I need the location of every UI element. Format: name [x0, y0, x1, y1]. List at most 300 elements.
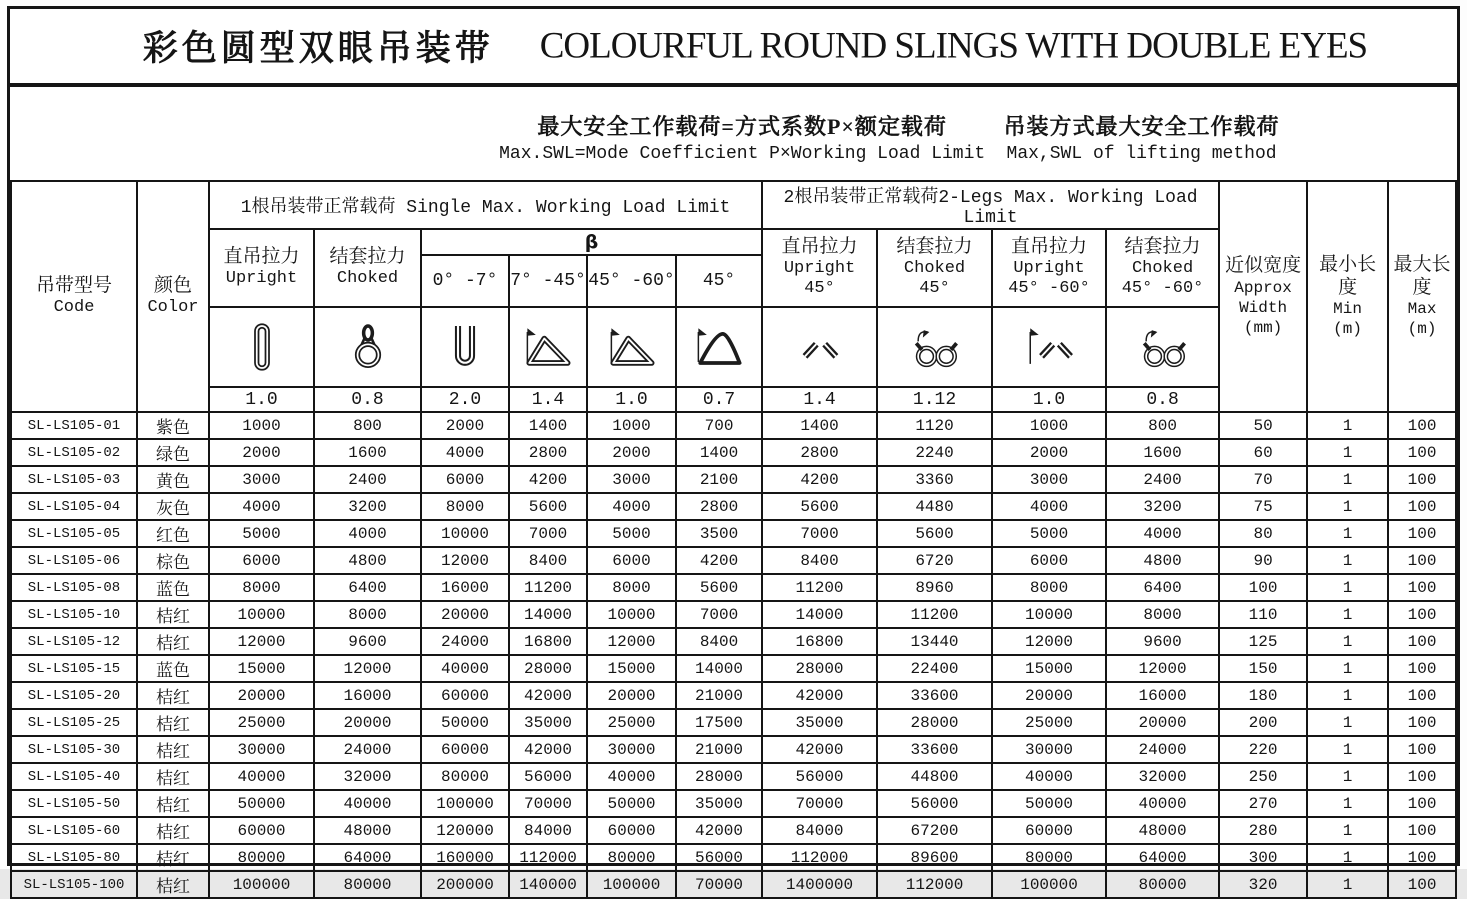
cell-max-length: 100: [1388, 682, 1456, 709]
title-bar: [10, 9, 1457, 87]
coefficient-upright: 1.0: [209, 387, 314, 412]
max-header-en: Max: [1407, 300, 1437, 319]
cell-beta-0-7: 8000: [421, 493, 509, 520]
cell-legs-upright-45: 56000: [762, 763, 877, 790]
cell-beta-0-7: 200000: [421, 871, 509, 898]
table-row: [11, 736, 1456, 763]
cell-beta-45: 42000: [676, 817, 762, 844]
cell-width: 320: [1219, 871, 1307, 898]
cell-legs-upright-45: 5600: [762, 493, 877, 520]
legs-upright-45-column-header: [762, 229, 877, 307]
cell-width: 50: [1219, 412, 1307, 439]
cell-beta-45-60: 1000: [587, 412, 676, 439]
cell-min-length: 1: [1307, 844, 1388, 871]
cell-max-length: 100: [1388, 871, 1456, 898]
table-row: [11, 655, 1456, 682]
cell-choked: 2400: [314, 466, 421, 493]
legs-upright-45-60-zh: 直吊拉力: [1011, 236, 1088, 258]
cell-upright: 60000: [209, 817, 314, 844]
cell-min-length: 1: [1307, 763, 1388, 790]
cell-max-length: 100: [1388, 628, 1456, 655]
min-header-unit: (m): [1333, 320, 1362, 339]
cell-beta-45-60: 25000: [587, 709, 676, 736]
table-row: [11, 871, 1456, 898]
coefficient-beta-7-45: 1.4: [509, 387, 587, 412]
cell-legs-choked-45-60: 80000: [1106, 871, 1219, 898]
max-header-unit: (m): [1407, 320, 1437, 339]
cell-legs-choked-45-60: 2400: [1106, 466, 1219, 493]
cell-upright: 2000: [209, 439, 314, 466]
cell-choked: 80000: [314, 871, 421, 898]
table-row: [11, 439, 1456, 466]
cell-legs-upright-45-60: 80000: [992, 844, 1106, 871]
cell-beta-0-7: 60000: [421, 682, 509, 709]
cell-beta-45-60: 80000: [587, 844, 676, 871]
cell-choked: 32000: [314, 763, 421, 790]
cell-legs-upright-45: 84000: [762, 817, 877, 844]
legs-upright-45-en: Upright: [783, 259, 856, 278]
vertical-sling-icon: [234, 319, 290, 375]
cell-legs-upright-45: 7000: [762, 520, 877, 547]
two-legs-choked-45-60-icon: [1133, 319, 1193, 375]
cell-width: 75: [1219, 493, 1307, 520]
cell-beta-45: 56000: [676, 844, 762, 871]
cell-beta-7-45: 8400: [509, 547, 587, 574]
cell-code: SL-LS105-10: [11, 601, 137, 628]
cell-min-length: 1: [1307, 601, 1388, 628]
cell-legs-upright-45-60: 5000: [992, 520, 1106, 547]
cell-legs-choked-45: 8960: [877, 574, 992, 601]
cell-code: SL-LS105-80: [11, 844, 137, 871]
cell-beta-45-60: 6000: [587, 547, 676, 574]
coefficient-beta-45: 0.7: [676, 387, 762, 412]
cell-color: 绿色: [137, 439, 209, 466]
cell-beta-45-60: 30000: [587, 736, 676, 763]
cell-legs-choked-45: 56000: [877, 790, 992, 817]
cell-legs-choked-45: 2240: [877, 439, 992, 466]
cell-legs-upright-45: 112000: [762, 844, 877, 871]
cell-width: 200: [1219, 709, 1307, 736]
cell-choked: 12000: [314, 655, 421, 682]
legs-upright-45-60-en: Upright: [1013, 259, 1085, 278]
cell-code: SL-LS105-100: [11, 871, 137, 898]
coefficient-legs-choked-45-60: 0.8: [1106, 387, 1219, 412]
cell-upright: 15000: [209, 655, 314, 682]
cell-max-length: 100: [1388, 790, 1456, 817]
cell-beta-0-7: 50000: [421, 709, 509, 736]
cell-beta-45: 35000: [676, 790, 762, 817]
cell-legs-upright-45-60: 50000: [992, 790, 1106, 817]
cell-beta-7-45: 14000: [509, 601, 587, 628]
cell-beta-45-60: 20000: [587, 682, 676, 709]
cell-legs-upright-45: 70000: [762, 790, 877, 817]
cell-beta-45: 2100: [676, 466, 762, 493]
cell-width: 90: [1219, 547, 1307, 574]
cell-legs-choked-45-60: 8000: [1106, 601, 1219, 628]
width-header-en1: Approx: [1234, 278, 1292, 297]
cell-code: SL-LS105-08: [11, 574, 137, 601]
cell-code: SL-LS105-20: [11, 682, 137, 709]
legs-choked-45-60-en: Choked: [1131, 259, 1194, 278]
cell-choked: 24000: [314, 736, 421, 763]
choked-sling-icon: [340, 319, 396, 375]
table-row: [11, 817, 1456, 844]
cell-beta-45-60: 8000: [587, 574, 676, 601]
cell-beta-0-7: 10000: [421, 520, 509, 547]
cell-code: SL-LS105-50: [11, 790, 137, 817]
beta-angle-7-45: 7° -45°: [509, 255, 587, 307]
cell-legs-upright-45-60: 25000: [992, 709, 1106, 736]
cell-legs-choked-45-60: 12000: [1106, 655, 1219, 682]
cell-upright: 30000: [209, 736, 314, 763]
upright-header-en: Upright: [225, 269, 298, 289]
cell-color: 红色: [137, 520, 209, 547]
cell-upright: 12000: [209, 628, 314, 655]
legs-upright-45-angle: 45°: [804, 279, 835, 299]
code-header-zh: 吊带型号: [35, 274, 112, 296]
beta-angle-0-7: 0° -7°: [421, 255, 509, 307]
cell-code: SL-LS105-06: [11, 547, 137, 574]
cell-legs-upright-45: 16800: [762, 628, 877, 655]
cell-color: 黄色: [137, 466, 209, 493]
table-row: [11, 466, 1456, 493]
cell-code: SL-LS105-25: [11, 709, 137, 736]
cell-width: 110: [1219, 601, 1307, 628]
cell-width: 125: [1219, 628, 1307, 655]
cell-legs-choked-45-60: 1600: [1106, 439, 1219, 466]
cell-beta-45: 4200: [676, 547, 762, 574]
cell-legs-upright-45-60: 60000: [992, 817, 1106, 844]
beta-header: β: [421, 229, 762, 255]
formula-bar: [10, 87, 1457, 180]
cell-legs-upright-45: 1400: [762, 412, 877, 439]
cell-legs-choked-45-60: 24000: [1106, 736, 1219, 763]
cell-color: 桔红: [137, 763, 209, 790]
cell-width: 70: [1219, 466, 1307, 493]
cell-color: 桔红: [137, 709, 209, 736]
cell-color: 灰色: [137, 493, 209, 520]
table-row: [11, 763, 1456, 790]
cell-code: SL-LS105-40: [11, 763, 137, 790]
cell-legs-upright-45-60: 3000: [992, 466, 1106, 493]
cell-choked: 48000: [314, 817, 421, 844]
cell-width: 60: [1219, 439, 1307, 466]
cell-min-length: 1: [1307, 790, 1388, 817]
cell-code: SL-LS105-15: [11, 655, 137, 682]
cell-code: SL-LS105-05: [11, 520, 137, 547]
cell-beta-7-45: 35000: [509, 709, 587, 736]
cell-choked: 9600: [314, 628, 421, 655]
cell-beta-45: 8400: [676, 628, 762, 655]
cell-upright: 40000: [209, 763, 314, 790]
cell-beta-45-60: 2000: [587, 439, 676, 466]
cell-legs-upright-45-60: 2000: [992, 439, 1106, 466]
cell-color: 桔红: [137, 682, 209, 709]
cell-code: SL-LS105-04: [11, 493, 137, 520]
cell-legs-choked-45-60: 800: [1106, 412, 1219, 439]
cell-width: 300: [1219, 844, 1307, 871]
cell-beta-45: 2800: [676, 493, 762, 520]
cell-beta-45-60: 12000: [587, 628, 676, 655]
cell-beta-0-7: 40000: [421, 655, 509, 682]
cell-choked: 3200: [314, 493, 421, 520]
cell-max-length: 100: [1388, 601, 1456, 628]
cell-beta-7-45: 1400: [509, 412, 587, 439]
cell-beta-7-45: 56000: [509, 763, 587, 790]
cell-code: SL-LS105-03: [11, 466, 137, 493]
choked-column-header: [314, 229, 421, 307]
cell-beta-7-45: 5600: [509, 493, 587, 520]
cell-color: 桔红: [137, 817, 209, 844]
color-header-en: Color: [147, 297, 199, 317]
beta-angle-45-60: 45° -60°: [587, 255, 676, 307]
cell-legs-choked-45: 4480: [877, 493, 992, 520]
cell-beta-7-45: 84000: [509, 817, 587, 844]
spec-table: [10, 180, 1457, 899]
cell-beta-45-60: 40000: [587, 763, 676, 790]
cell-min-length: 1: [1307, 736, 1388, 763]
cell-max-length: 100: [1388, 655, 1456, 682]
cell-legs-choked-45-60: 9600: [1106, 628, 1219, 655]
cell-legs-upright-45-60: 30000: [992, 736, 1106, 763]
basket-angle-45-60-icon: [602, 319, 662, 375]
cell-legs-upright-45: 35000: [762, 709, 877, 736]
cell-color: 桔红: [137, 628, 209, 655]
page-title-english: COLOURFUL ROUND SLINGS WITH DOUBLE EYES: [539, 25, 1368, 67]
cell-beta-45: 7000: [676, 601, 762, 628]
cell-min-length: 1: [1307, 655, 1388, 682]
table-row: [11, 547, 1456, 574]
width-column-header: [1219, 181, 1307, 412]
cell-choked: 40000: [314, 790, 421, 817]
cell-beta-45: 70000: [676, 871, 762, 898]
cell-beta-45-60: 10000: [587, 601, 676, 628]
cell-legs-upright-45: 42000: [762, 736, 877, 763]
table-row: [11, 520, 1456, 547]
cell-legs-choked-45: 11200: [877, 601, 992, 628]
table-row: [11, 844, 1456, 871]
cell-beta-7-45: 112000: [509, 844, 587, 871]
cell-legs-choked-45: 89600: [877, 844, 992, 871]
choked-header-zh: 结套拉力: [329, 246, 406, 268]
coefficient-beta-0-7: 2.0: [421, 387, 509, 412]
cell-choked: 800: [314, 412, 421, 439]
cell-color: 桔红: [137, 601, 209, 628]
cell-color: 蓝色: [137, 574, 209, 601]
cell-legs-choked-45: 28000: [877, 709, 992, 736]
cell-code: SL-LS105-02: [11, 439, 137, 466]
table-row: [11, 682, 1456, 709]
cell-width: 220: [1219, 736, 1307, 763]
cell-upright: 80000: [209, 844, 314, 871]
single-group-header: 1根吊装带正常载荷 Single Max. Working Load Limit: [209, 181, 762, 229]
cell-legs-choked-45: 13440: [877, 628, 992, 655]
cell-upright: 6000: [209, 547, 314, 574]
cell-beta-45: 1400: [676, 439, 762, 466]
coefficient-legs-upright-45-60: 1.0: [992, 387, 1106, 412]
cell-legs-upright-45: 28000: [762, 655, 877, 682]
cell-legs-upright-45-60: 4000: [992, 493, 1106, 520]
cell-beta-45: 21000: [676, 736, 762, 763]
cell-beta-7-45: 11200: [509, 574, 587, 601]
two-legs-upright-45-60-icon: [1019, 319, 1079, 375]
cell-legs-choked-45: 44800: [877, 763, 992, 790]
cell-choked: 4800: [314, 547, 421, 574]
cell-beta-0-7: 12000: [421, 547, 509, 574]
width-header-unit: (mm): [1243, 318, 1283, 337]
cell-legs-choked-45: 3360: [877, 466, 992, 493]
min-header-zh: 最小长度: [1319, 253, 1377, 298]
cell-color: 桔红: [137, 844, 209, 871]
cell-width: 250: [1219, 763, 1307, 790]
cell-beta-45-60: 3000: [587, 466, 676, 493]
lifting-method-chinese: 吊装方式最大安全工作载荷: [1003, 114, 1280, 140]
cell-beta-0-7: 100000: [421, 790, 509, 817]
cell-legs-choked-45: 33600: [877, 736, 992, 763]
cell-legs-upright-45-60: 40000: [992, 763, 1106, 790]
legs-choked-45-60-column-header: [1106, 229, 1219, 307]
cell-min-length: 1: [1307, 871, 1388, 898]
two-legs-upright-45-icon: [790, 319, 850, 375]
cell-legs-choked-45-60: 20000: [1106, 709, 1219, 736]
cell-color: 蓝色: [137, 655, 209, 682]
legs-upright-45-60-angle: 45° -60°: [1008, 279, 1090, 299]
cell-max-length: 100: [1388, 412, 1456, 439]
cell-beta-0-7: 160000: [421, 844, 509, 871]
cell-legs-choked-45-60: 40000: [1106, 790, 1219, 817]
table-header-section: [11, 181, 1456, 412]
cell-legs-upright-45: 11200: [762, 574, 877, 601]
cell-legs-upright-45: 2800: [762, 439, 877, 466]
cell-legs-choked-45-60: 32000: [1106, 763, 1219, 790]
cell-code: SL-LS105-12: [11, 628, 137, 655]
cell-beta-45: 21000: [676, 682, 762, 709]
swl-formula-english: Max.SWL=Mode Coefficient P×Working Load Limit: [499, 144, 986, 165]
code-column-header: [11, 181, 137, 412]
cell-beta-0-7: 120000: [421, 817, 509, 844]
min-length-column-header: [1307, 181, 1388, 412]
cell-choked: 6400: [314, 574, 421, 601]
cell-legs-choked-45-60: 3200: [1106, 493, 1219, 520]
cell-choked: 4000: [314, 520, 421, 547]
cell-beta-45: 700: [676, 412, 762, 439]
table-row: [11, 790, 1456, 817]
max-header-zh: 最大长度: [1393, 253, 1451, 298]
legs-choked-45-zh: 结套拉力: [896, 236, 973, 258]
max-length-column-header: [1388, 181, 1456, 412]
cell-beta-0-7: 6000: [421, 466, 509, 493]
coefficient-legs-choked-45: 1.12: [877, 387, 992, 412]
table-body: [11, 412, 1456, 898]
cell-beta-45-60: 60000: [587, 817, 676, 844]
cell-legs-upright-45-60: 10000: [992, 601, 1106, 628]
cell-color: 桔红: [137, 871, 209, 898]
cell-max-length: 100: [1388, 763, 1456, 790]
cell-color: 棕色: [137, 547, 209, 574]
swl-formula: [499, 110, 985, 164]
cell-code: SL-LS105-60: [11, 817, 137, 844]
cell-upright: 100000: [209, 871, 314, 898]
basket-angle-7-45-icon: [518, 319, 578, 375]
cell-legs-upright-45-60: 6000: [992, 547, 1106, 574]
document-frame: [7, 6, 1460, 896]
cell-beta-7-45: 28000: [509, 655, 587, 682]
cell-min-length: 1: [1307, 574, 1388, 601]
legs-upright-45-60-column-header: [992, 229, 1106, 307]
cell-choked: 1600: [314, 439, 421, 466]
cell-upright: 25000: [209, 709, 314, 736]
cell-upright: 1000: [209, 412, 314, 439]
legs-choked-45-60-angle: 45° -60°: [1121, 279, 1204, 299]
cell-upright: 4000: [209, 493, 314, 520]
cell-max-length: 100: [1388, 709, 1456, 736]
cell-legs-choked-45-60: 16000: [1106, 682, 1219, 709]
legs-choked-45-column-header: [877, 229, 992, 307]
cell-width: 180: [1219, 682, 1307, 709]
coefficient-beta-45-60: 1.0: [587, 387, 676, 412]
choked-header-en: Choked: [336, 269, 399, 289]
cell-min-length: 1: [1307, 466, 1388, 493]
cell-legs-upright-45-60: 20000: [992, 682, 1106, 709]
cell-legs-choked-45: 67200: [877, 817, 992, 844]
cell-beta-45: 28000: [676, 763, 762, 790]
basket-u-icon: [437, 319, 493, 375]
cell-legs-upright-45-60: 15000: [992, 655, 1106, 682]
legs-choked-45-angle: 45°: [919, 279, 950, 299]
cell-beta-7-45: 42000: [509, 682, 587, 709]
cell-choked: 20000: [314, 709, 421, 736]
cell-legs-upright-45: 4200: [762, 466, 877, 493]
cell-color: 桔红: [137, 790, 209, 817]
cell-legs-choked-45-60: 48000: [1106, 817, 1219, 844]
legs-choked-45-en: Choked: [903, 259, 966, 278]
cell-width: 100: [1219, 574, 1307, 601]
cell-legs-upright-45-60: 12000: [992, 628, 1106, 655]
cell-upright: 20000: [209, 682, 314, 709]
cell-min-length: 1: [1307, 520, 1388, 547]
upright-column-header: [209, 229, 314, 307]
cell-legs-choked-45: 6720: [877, 547, 992, 574]
cell-choked: 16000: [314, 682, 421, 709]
cell-choked: 8000: [314, 601, 421, 628]
cell-max-length: 100: [1388, 817, 1456, 844]
swl-formula-chinese: 最大安全工作载荷=方式系数P×额定载荷: [537, 114, 947, 140]
two-legs-choked-45-icon: [905, 319, 965, 375]
min-header-en: Min: [1333, 300, 1362, 319]
cell-max-length: 100: [1388, 844, 1456, 871]
cell-min-length: 1: [1307, 709, 1388, 736]
cell-max-length: 100: [1388, 574, 1456, 601]
cell-beta-45-60: 15000: [587, 655, 676, 682]
cell-beta-45: 3500: [676, 520, 762, 547]
cell-max-length: 100: [1388, 439, 1456, 466]
cell-choked: 64000: [314, 844, 421, 871]
upright-header-zh: 直吊拉力: [223, 246, 300, 268]
coefficient-legs-upright-45: 1.4: [762, 387, 877, 412]
cell-min-length: 1: [1307, 439, 1388, 466]
cell-upright: 50000: [209, 790, 314, 817]
cell-beta-45: 14000: [676, 655, 762, 682]
cell-beta-0-7: 60000: [421, 736, 509, 763]
lifting-method-note: [1004, 110, 1280, 164]
cell-legs-choked-45: 1120: [877, 412, 992, 439]
cell-max-length: 100: [1388, 493, 1456, 520]
cell-legs-choked-45-60: 4800: [1106, 547, 1219, 574]
cell-beta-7-45: 7000: [509, 520, 587, 547]
cell-beta-45: 5600: [676, 574, 762, 601]
cell-beta-0-7: 20000: [421, 601, 509, 628]
cell-legs-upright-45-60: 1000: [992, 412, 1106, 439]
